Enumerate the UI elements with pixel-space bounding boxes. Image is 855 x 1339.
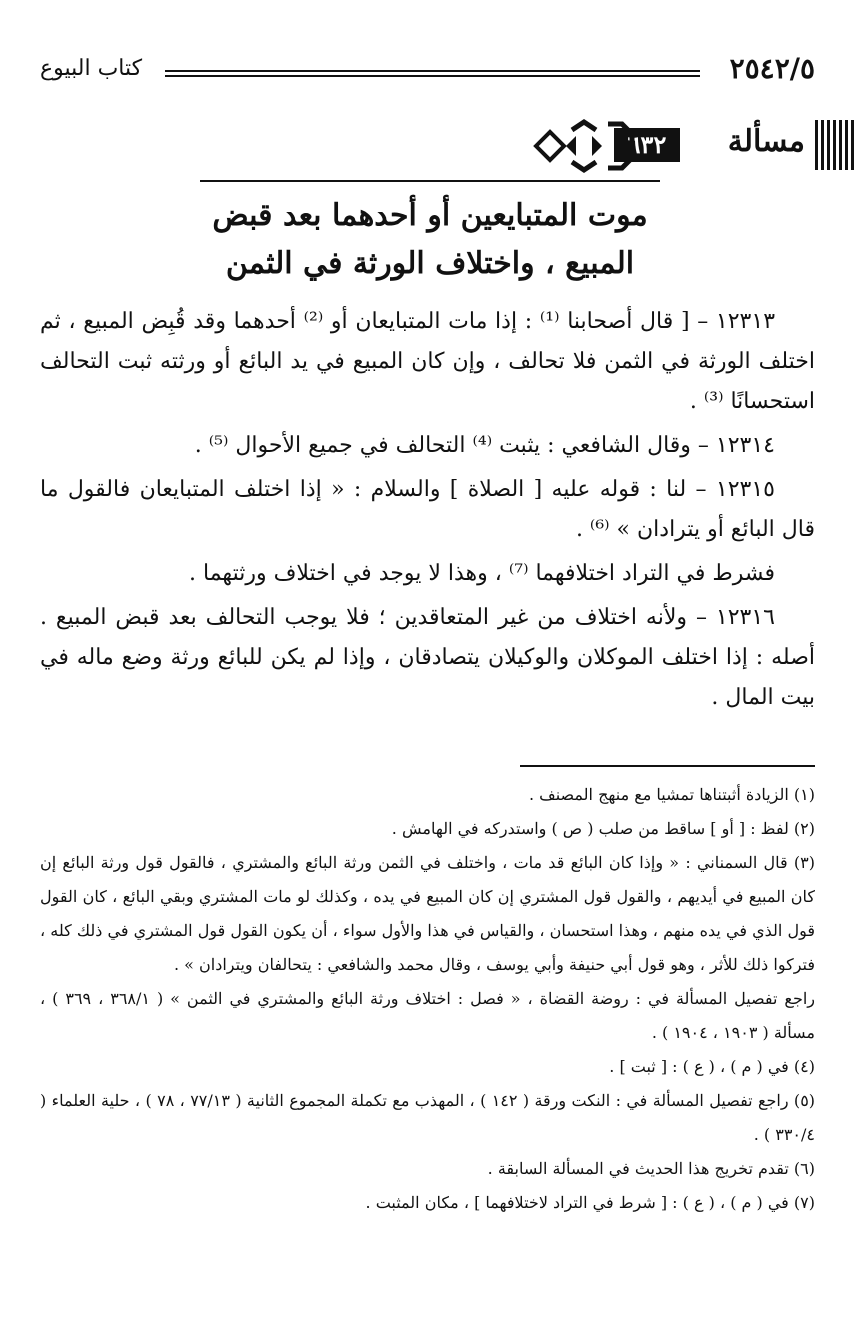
- body-text: [40, 302, 815, 722]
- title-rule: [200, 180, 660, 182]
- running-title: كتاب البيوع: [40, 56, 143, 81]
- page-header: [40, 52, 815, 92]
- footnote: (٥) راجع تفصيل المسألة في : النكت ورقة ( ١٤٢ ) ، المهذب مع تكملة المجموع الثانية ( ٧٧/١٣ ، ٧٨ ) ، حلية العلماء ( ٣٣٠/٤ ) .: [40, 1091, 816, 1144]
- vertical-bars-ornament: [815, 120, 855, 170]
- paragraph: فشرط في التراد اختلافهما ⁽⁷⁾ ، وهذا لا يوجد في اختلاف ورثتهما .: [189, 561, 775, 586]
- paragraph: ١٢٣١٤ – وقال الشافعي : يثبت ⁽⁴⁾ التحالف في جميع الأحوال ⁽⁵⁾ .: [194, 433, 775, 458]
- paragraph: ١٢٣١٦ – ولأنه اختلاف من غير المتعاقدين ؛ فلا يوجب التحالف بعد قبض المبيع . أصله : إذا اختلف الموكلان والوكيلان يتصادقان ، وإذا لم يكن للبائع ورثة وضع ماله في بيت المال .: [40, 605, 815, 710]
- masala-heading: [500, 118, 855, 178]
- paragraph: ١٢٣١٣ – [ قال أصحابنا ⁽¹⁾ : إذا مات المتبايعان أو ⁽²⁾ أحدهما وقد قُبِض المبيع ، ثم اختلف الورثة في الثمن فلا تحالف ، وإن كان المبيع في يد البائع أو ورثته ثبت التحالف استحسانًا ⁽³⁾ .: [40, 309, 815, 414]
- footnote: (٢) لفظ : [ أو ] ساقط من صلب ( ص ) واستدركه في الهامش .: [391, 819, 815, 838]
- footnote: (٧) في ( م ) ، ( ع ) : [ شرط في التراد لاختلافهما ] ، مكان المثبت .: [365, 1193, 815, 1212]
- page-number: ٢٥٤٢/٥: [729, 52, 815, 85]
- header-rule: [165, 70, 700, 77]
- footnote: (١) الزيادة أثبتناها تمشيا مع منهج المصنف .: [528, 785, 815, 804]
- title-line-2: المبيع ، واختلاف الورثة في الثمن: [225, 246, 635, 281]
- footnote-separator: [520, 765, 815, 767]
- footnote: راجع تفصيل المسألة في : روضة القضاة ، « فصل : اختلاف ورثة البائع والمشتري في الثمن » ( ٣٦٨/١ ، ٣٦٩ ) ، مسألة ( ١٩٠٣ ، ١٩٠٤ ) .: [40, 989, 816, 1042]
- footnote: (٤) في ( م ) ، ( ع ) : [ ثبت ] .: [609, 1057, 815, 1076]
- paragraph: ١٢٣١٥ – لنا : قوله عليه [ الصلاة ] والسلام : « إذا اختلف المتبايعان فالقول ما قال البائع أو يترادان » ⁽⁶⁾ .: [40, 477, 815, 542]
- footnote: (٣) قال السمناني : « وإذا كان البائع قد مات ، واختلف في الثمن ورثة البائع والمشتري ، فالقول قول ورثة البائع إن كان المبيع في أيديهم ، والقول قول المشتري إن كان المبيع في يده ، وكذلك لو مات المشتري وبقي البائع ، كان القول قول الذي في يده منهم ، وهذا استحسان ، والقياس في هذا والأول سواء ، أن يكون القول قول المشتري في ذلك كله ، فتركوا ذلك للأثر ، وهو قول أبي حنيفة وأبي يوسف ، وقال محمد والشافعي : يتحالفان ويترادان » .: [40, 853, 815, 974]
- title-line-1: موت المتبايعين أو أحدهما بعد قبض: [212, 198, 648, 233]
- footnote: (٦) تقدم تخريج هذا الحديث في المسألة السابقة .: [487, 1159, 815, 1178]
- section-title: [140, 192, 720, 288]
- masala-label: مسألة: [727, 124, 805, 159]
- geometric-ornament-icon: [532, 118, 642, 174]
- masala-number: ٦٣٢: [614, 128, 680, 162]
- footnotes: [40, 778, 815, 1220]
